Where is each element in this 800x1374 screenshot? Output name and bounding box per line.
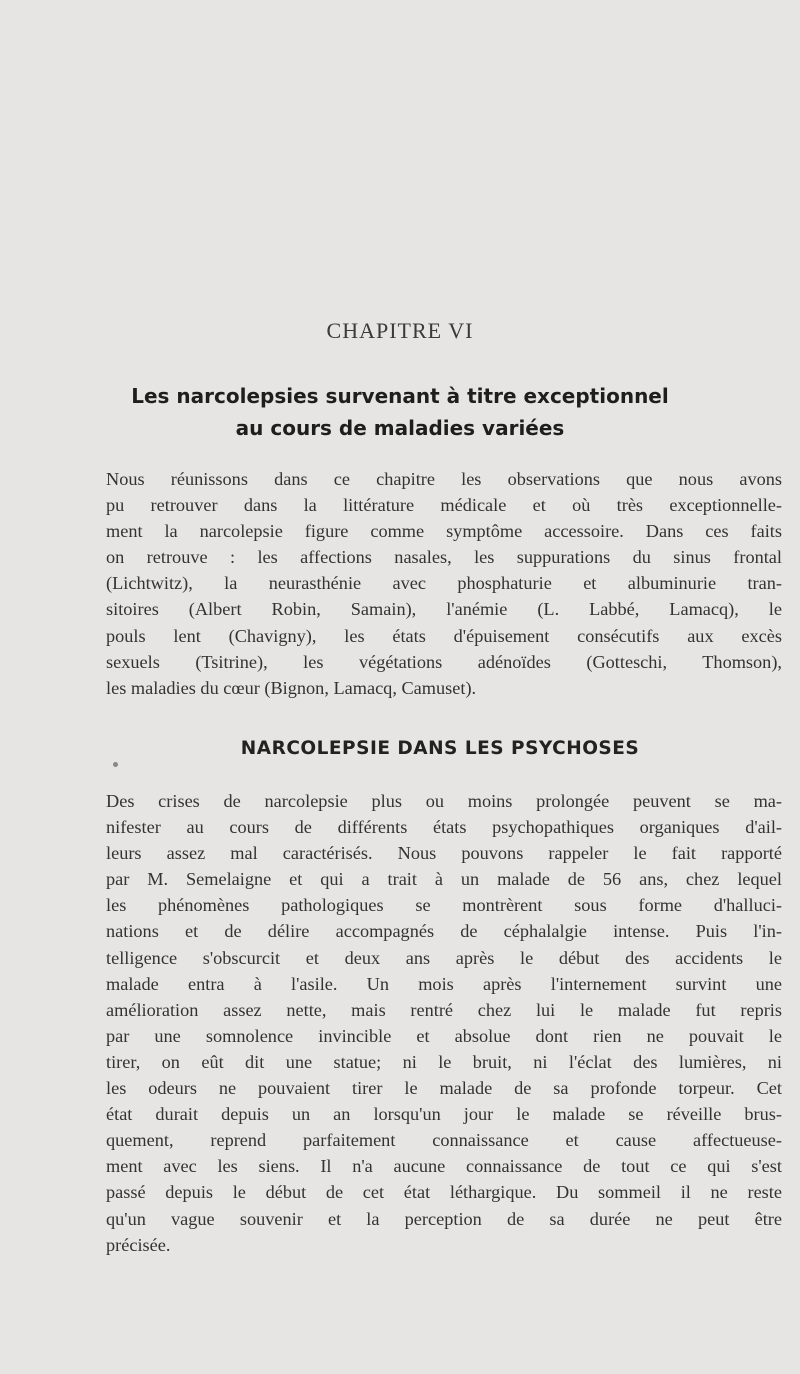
text-line: les maladies du cœur (Bignon, Lamacq, Camuset). (106, 677, 477, 698)
text-line: amélioration assez nette, mais rentré chez lui le malade fut repris (106, 999, 782, 1020)
text-line: quement, reprend parfaitement connaissance et cause affectueuse- (106, 1130, 782, 1151)
text-line: ment la narcolepsie figure comme symptôme accessoire. Dans ces faits (106, 521, 782, 542)
body-paragraph (106, 788, 782, 1258)
text-line: pouls lent (Chavigny), les états d'épuisement consécutifs aux excès (106, 625, 782, 646)
chapter-title (80, 380, 720, 444)
text-line: sexuels (Tsitrine), les végétations adénoïdes (Gotteschi, Thomson), (106, 651, 782, 672)
text-line: leurs assez mal caractérisés. Nous pouvons rappeler le fait rapporté (106, 843, 782, 864)
text-line: par M. Semelaigne et qui a trait à un malade de 56 ans, chez lequel (106, 869, 782, 890)
text-line: les odeurs ne pouvaient tirer le malade de sa profonde torpeur. Cet (106, 1078, 782, 1099)
text-line: qu'un vague souvenir et la perception de sa durée ne peut être (106, 1208, 782, 1229)
text-line: sitoires (Albert Robin, Samain), l'anémie (L. Labbé, Lamacq), le (106, 599, 782, 620)
text-line: telligence s'obscurcit et deux ans après le début des accidents le (106, 947, 782, 968)
text-line: tirer, on eût dit une statue; ni le bruit, ni l'éclat des lumières, ni (106, 1051, 782, 1072)
chapter-title-line: au cours de maladies variées (235, 416, 565, 440)
text-line: Des crises de narcolepsie plus ou moins prolongée peuvent se ma- (106, 791, 782, 811)
text-line: malade entra à l'asile. Un mois après l'internement survint une (106, 973, 782, 994)
chapter-title-line: Les narcolepsies survenant à titre exceptionnel (131, 384, 669, 408)
text-line: ment avec les siens. Il n'a aucune connaissance de tout ce qui s'est (106, 1156, 782, 1177)
text-line: nifester au cours de différents états psychopathiques organiques d'ail- (106, 817, 782, 838)
intro-paragraph (106, 466, 782, 701)
text-line: (Lichtwitz), la neurasthénie avec phosphaturie et albuminurie tran- (106, 573, 782, 594)
text-line: nations et de délire accompagnés de céphalalgie intense. Puis l'in- (106, 921, 782, 942)
text-line: précisée. (106, 1234, 171, 1255)
text-line: les phénomènes pathologiques se montrèrent sous forme d'halluci- (106, 895, 782, 916)
ink-speck (113, 762, 118, 767)
text-line: pu retrouver dans la littérature médicale et où très exceptionnelle- (106, 495, 782, 516)
text-line: passé depuis le début de cet état léthargique. Du sommeil il ne reste (106, 1182, 782, 1203)
section-heading: NARCOLEPSIE DANS LES PSYCHOSES (240, 738, 640, 759)
text-line: état durait depuis un an lorsqu'un jour le malade se réveille brus- (106, 1104, 782, 1125)
text-line: par une somnolence invincible et absolue dont rien ne pouvait le (106, 1025, 782, 1046)
text-line: Nous réunissons dans ce chapitre les observations que nous avons (106, 469, 782, 489)
text-line: on retrouve : les affections nasales, les suppurations du sinus frontal (106, 547, 782, 568)
chapter-heading: CHAPITRE VI (326, 318, 474, 343)
